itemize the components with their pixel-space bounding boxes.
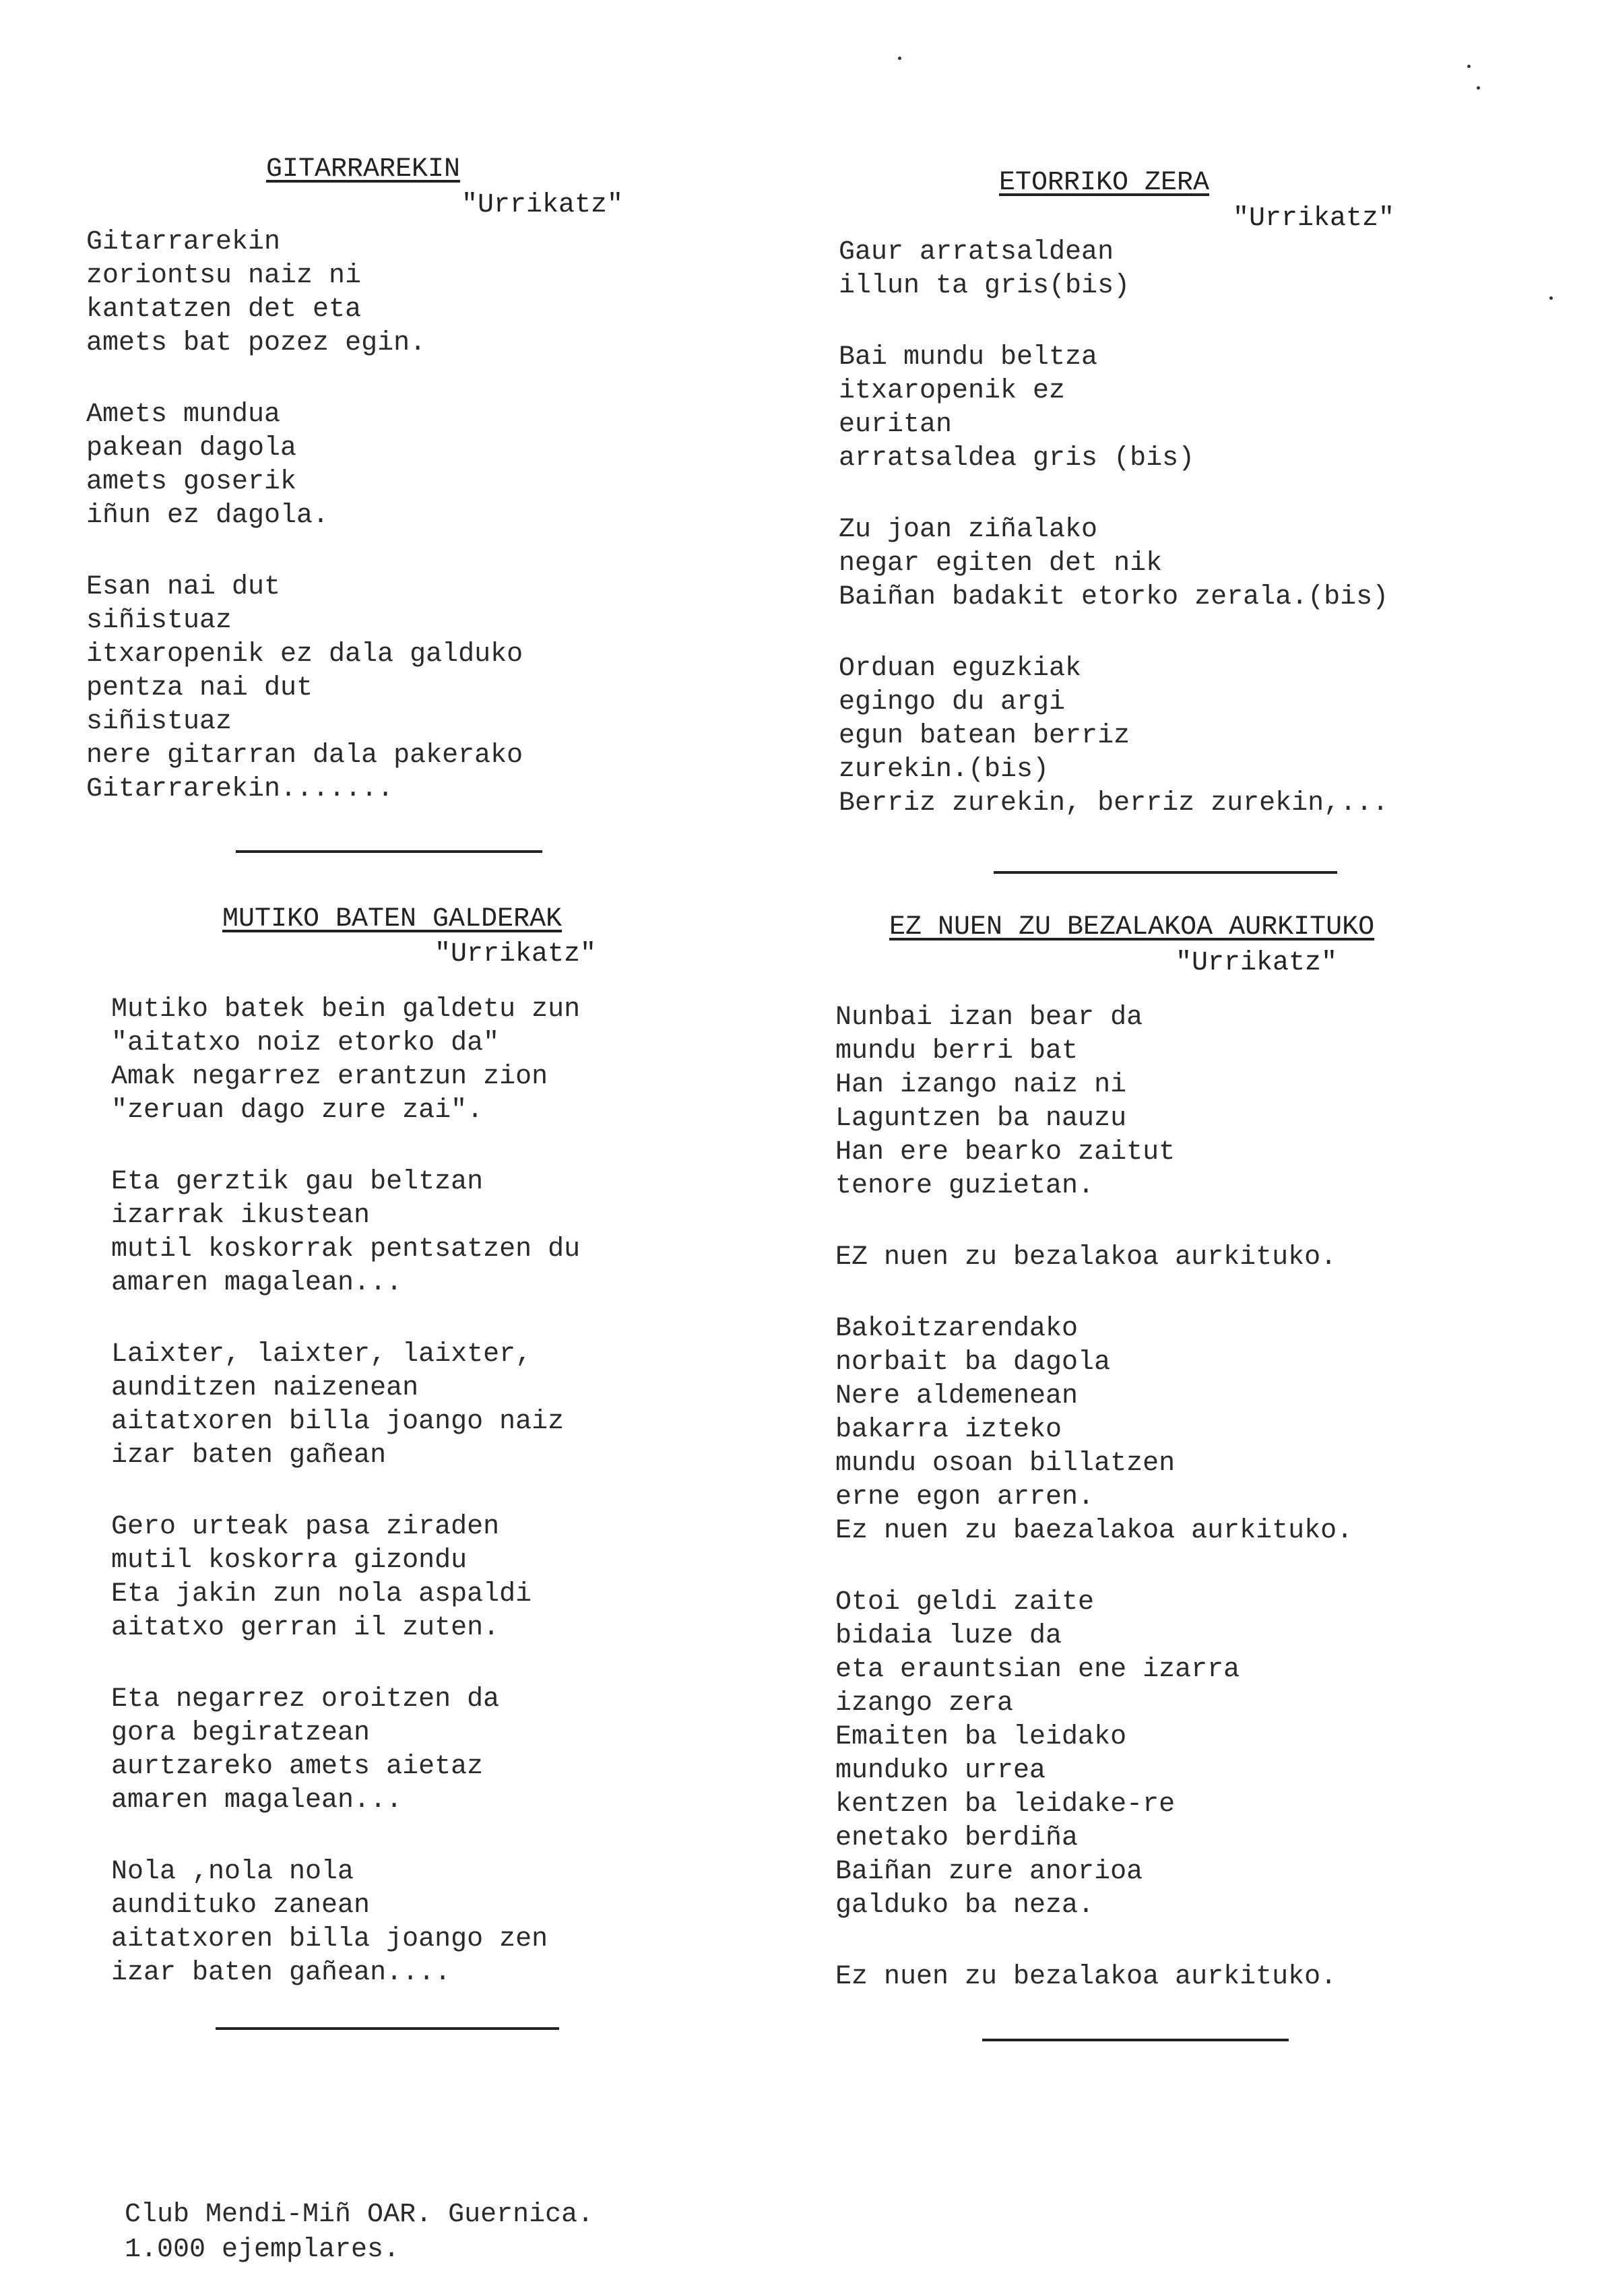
verse [839, 236, 1388, 303]
lyric-line: Berriz zurekin, berriz zurekin,... [839, 788, 1389, 819]
verse [111, 1855, 580, 1990]
ink-speck [1477, 86, 1480, 90]
verse [86, 398, 523, 533]
lyric-line: Baiñan badakit etorko zerala.(bis) [839, 582, 1389, 612]
verse [86, 571, 523, 806]
lyric-line: kentzen ba leidake-re [835, 1789, 1176, 1820]
lyric-line: "aitatxo noiz etorko da" [111, 1028, 500, 1058]
publication-footer [125, 2198, 593, 2268]
ink-speck [1549, 296, 1553, 300]
lyric-line: Han ere bearko zaitut [835, 1137, 1176, 1168]
lyric-line: enetako berdiña [835, 1823, 1079, 1853]
lyric-line: euritan [839, 410, 953, 440]
lyric-line: Gero urteak pasa ziraden [111, 1512, 500, 1542]
lyric-line: egingo du argi [839, 687, 1066, 718]
lyric-line: zoriontsu naiz ni [86, 261, 362, 291]
lyric-line: negar egiten det nik [839, 548, 1163, 579]
lyric-line: tenore guzietan. [835, 1171, 1095, 1201]
lyric-line: nere gitarran dala pakerako [86, 740, 523, 771]
lyric-line: egun batean berriz [839, 721, 1130, 751]
lyric-line: siñistuaz [86, 606, 232, 636]
lyric-line: mundu osoan billatzen [835, 1448, 1176, 1479]
lyric-line: mutil koskorra gizondu [111, 1545, 468, 1576]
lyric-line: norbait ba dagola [835, 1347, 1111, 1378]
lyric-line: aunditzen naizenean [111, 1373, 419, 1403]
verse [835, 1312, 1353, 1548]
lyric-line: siñistuaz [86, 707, 232, 737]
verse [835, 1241, 1353, 1275]
lyric-line: izar baten gañean [111, 1440, 387, 1471]
footer-publisher: Club Mendi-Miñ OAR. Guernica. [125, 2200, 594, 2230]
lyric-line: pentza nai dut [86, 673, 313, 703]
footer-print-run: 1.000 ejemplares. [125, 2235, 400, 2265]
lyric-line: pakean dagola [86, 433, 297, 464]
lyric-line: Eta negarrez oroitzen da [111, 1684, 500, 1715]
lyric-line: galduko ba neza. [835, 1890, 1095, 1921]
lyric-line: EZ nuen zu bezalakoa aurkituko. [835, 1242, 1337, 1273]
lyric-line: mutil koskorrak pentsatzen du [111, 1234, 581, 1265]
verse [111, 1683, 580, 1818]
lyric-line: illun ta gris(bis) [839, 271, 1130, 301]
lyric-line: itxaropenik ez [839, 376, 1066, 406]
song-lyrics [839, 236, 1388, 858]
lyric-line: Han izango naiz ni [835, 1070, 1127, 1100]
lyric-line: aurtzareko amets aietaz [111, 1752, 484, 1782]
lyric-line: Gitarrarekin....... [86, 774, 394, 804]
verse [839, 341, 1388, 476]
song-title: MUTIKO BATEN GALDERAK [222, 904, 563, 934]
lyric-line: Eta jakin zun nola aspaldi [111, 1579, 532, 1609]
lyric-line: "zeruan dago zure zai". [111, 1095, 484, 1126]
lyric-line: bidaia luze da [835, 1621, 1062, 1651]
lyric-line: izar baten gañean.... [111, 1958, 451, 1988]
lyric-line: amaren magalean... [111, 1785, 403, 1816]
lyric-line: zurekin.(bis) [839, 755, 1050, 785]
lyric-line: Laguntzen ba nauzu [835, 1104, 1127, 1134]
lyric-line: kantatzen det eta [86, 294, 362, 325]
section-divider [994, 871, 1337, 874]
lyric-line: aitatxo gerran il zuten. [111, 1613, 500, 1643]
lyric-line: bakarra izteko [835, 1415, 1062, 1445]
lyric-line: Ez nuen zu baezalakoa aurkituko. [835, 1516, 1353, 1546]
lyric-line: arratsaldea gris (bis) [839, 443, 1195, 474]
lyric-line: Baiñan zure anorioa [835, 1857, 1143, 1887]
lyric-line: iñun ez dagola. [86, 501, 329, 531]
lyric-line: munduko urrea [835, 1756, 1046, 1786]
lyric-line: Gaur arratsaldean [839, 237, 1114, 267]
verse [86, 226, 523, 360]
lyric-line: Bai mundu beltza [839, 342, 1098, 373]
lyric-line: amets bat pozez egin. [86, 328, 426, 358]
lyric-line: Amak negarrez erantzun zion [111, 1062, 548, 1092]
lyric-line: aitatxoren billa joango naiz [111, 1407, 565, 1437]
song-title: EZ NUEN ZU BEZALAKOA AURKITUKO [889, 912, 1375, 943]
lyric-line: eta erauntsian ene izarra [835, 1655, 1240, 1685]
song-title: GITARRAREKIN [266, 154, 461, 185]
lyric-line: Nunbai izan bear da [835, 1002, 1143, 1033]
lyric-line: amaren magalean... [111, 1268, 403, 1298]
ink-speck [1467, 65, 1471, 68]
lyric-line: Esan nai dut [86, 572, 281, 602]
verse [111, 1510, 580, 1645]
lyric-line: izarrak ikustean [111, 1201, 371, 1231]
lyric-line: amets goserik [86, 467, 297, 497]
lyric-line: Mutiko batek bein galdetu zun [111, 994, 581, 1025]
verse [111, 993, 580, 1128]
lyric-line: Nola ,nola nola [111, 1857, 354, 1887]
song-author: "Urrikatz" [1233, 203, 1395, 234]
verse [835, 1001, 1353, 1203]
song-title: ETORRIKO ZERA [999, 168, 1210, 198]
verse [839, 513, 1388, 614]
lyric-line: Eta gerztik gau beltzan [111, 1167, 484, 1197]
song-author: "Urrikatz" [461, 190, 624, 220]
song-author: "Urrikatz" [1176, 948, 1338, 978]
song-lyrics [86, 226, 523, 844]
lyric-line: itxaropenik ez dala galduko [86, 639, 523, 670]
lyric-line: izango zera [835, 1688, 1014, 1719]
lyric-line: Laixter, laixter, laixter, [111, 1339, 532, 1370]
lyric-line: Bakoitzarendako [835, 1314, 1079, 1344]
lyric-line: gora begiratzean [111, 1718, 371, 1748]
lyric-line: Gitarrarekin [86, 227, 281, 257]
lyric-line: erne egon arren. [835, 1482, 1095, 1512]
song-lyrics [835, 1001, 1353, 2032]
lyric-line: aitatxoren billa joango zen [111, 1924, 548, 1954]
lyric-line: Orduan eguzkiak [839, 653, 1082, 684]
verse [839, 652, 1388, 821]
lyric-line: Otoi geldi zaite [835, 1587, 1095, 1618]
verse [111, 1338, 580, 1473]
verse [835, 1586, 1353, 1923]
lyric-line: aundituko zanean [111, 1890, 371, 1921]
section-divider [982, 2039, 1289, 2041]
song-author: "Urrikatz" [435, 939, 597, 969]
section-divider [236, 850, 542, 853]
lyric-line: Ez nuen zu bezalakoa aurkituko. [835, 1962, 1337, 1992]
song-lyrics [111, 993, 580, 2028]
lyric-line: mundu berri bat [835, 1036, 1079, 1066]
ink-speck [898, 57, 901, 60]
verse [111, 1166, 580, 1300]
lyric-line: Emaiten ba leidako [835, 1722, 1127, 1752]
section-divider [216, 2027, 559, 2030]
lyric-line: Zu joan ziñalako [839, 515, 1098, 545]
lyric-line: Amets mundua [86, 400, 281, 430]
verse [835, 1960, 1353, 1994]
lyric-line: Nere aldemenean [835, 1381, 1079, 1411]
